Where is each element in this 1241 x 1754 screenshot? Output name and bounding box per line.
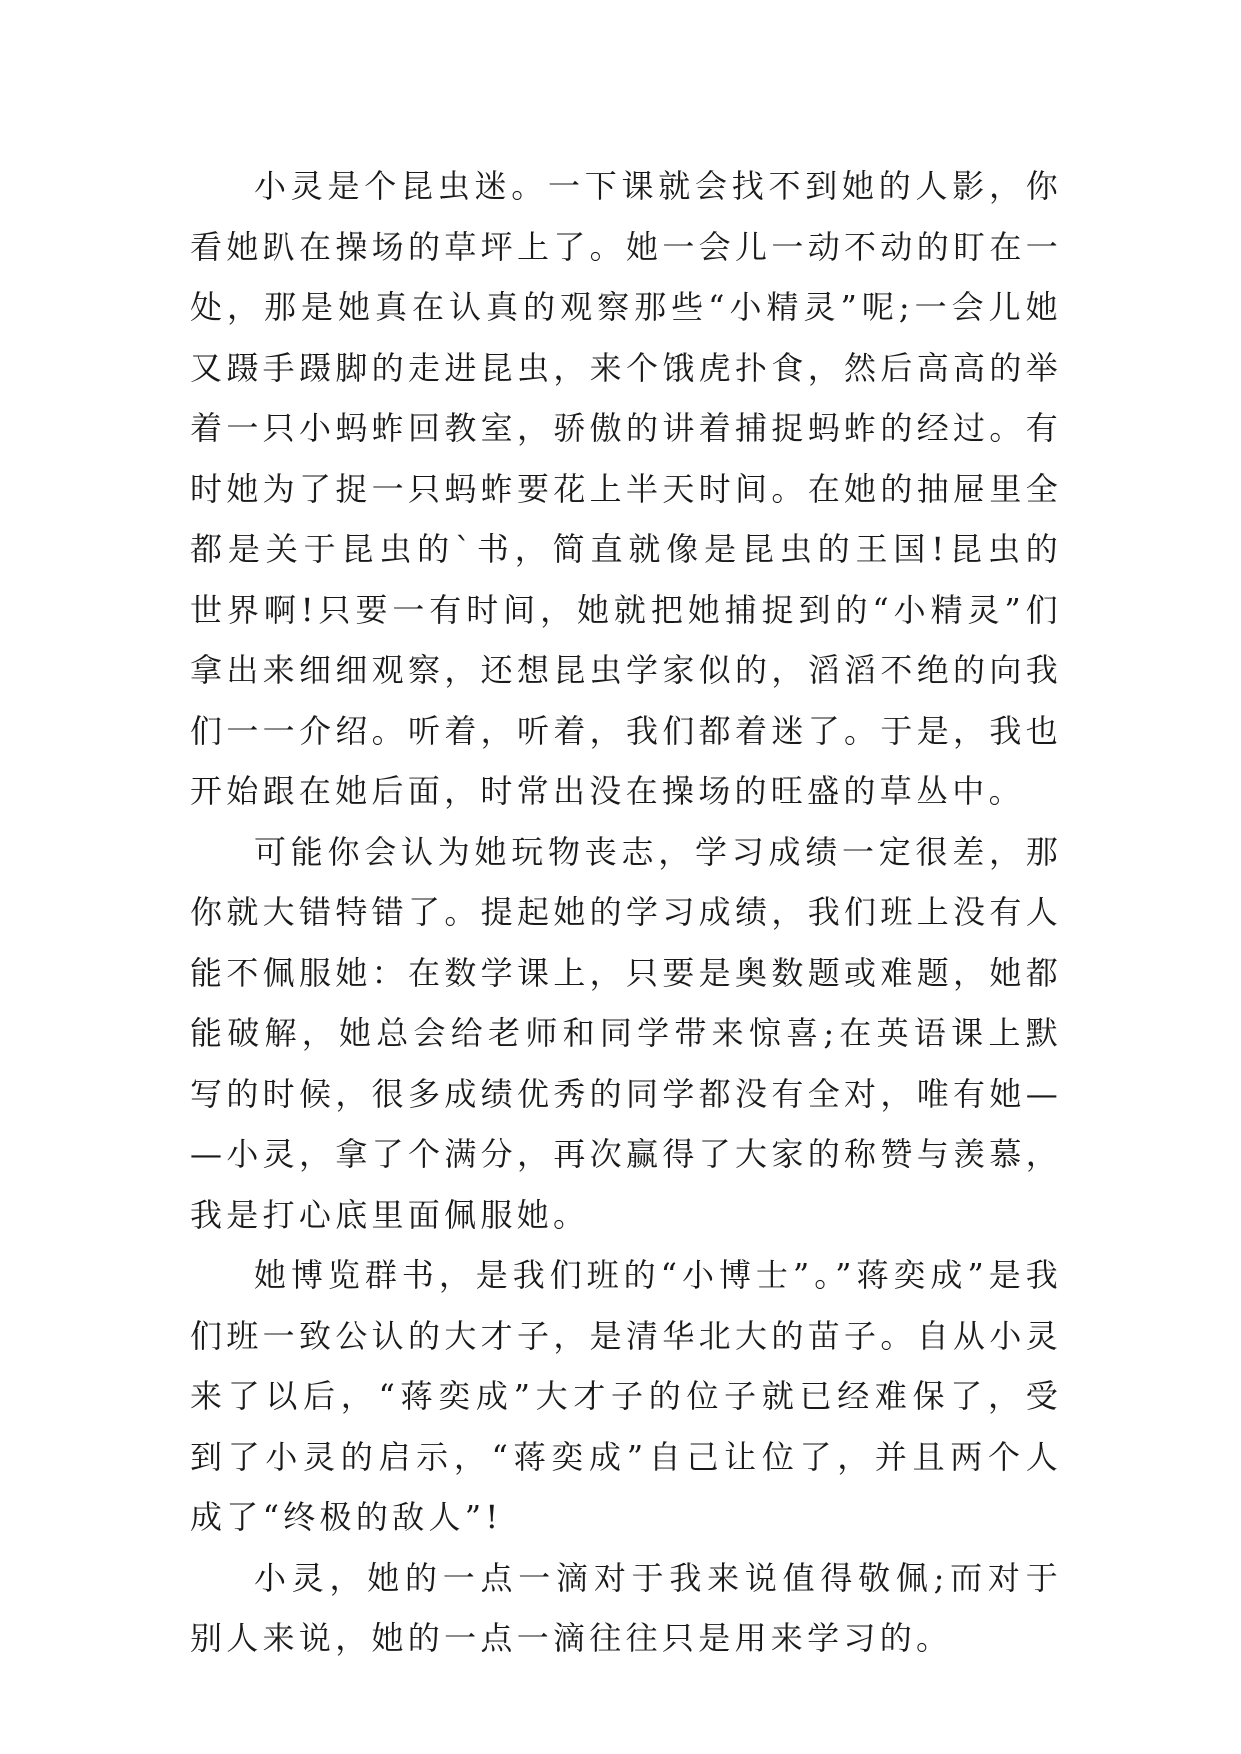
paragraph-2: 可能你会认为她玩物丧志，学习成绩一定很差，那你就大错特错了。提起她的学习成绩，我们班上没有人能不佩服她：在数学课上，只要是奥数题或难题，她都能破解，她总会给老师和同学带来惊喜;在英语课上默写的时候，很多成绩优秀的同学都没有全对，唯有她——小灵，拿了个满分，再次赢得了大家的称赞与羡慕，我是打心底里面佩服她。 (190, 832, 1062, 1234)
paragraph-1: 小灵是个昆虫迷。一下课就会找不到她的人影，你看她趴在操场的草坪上了。她一会儿一动不动的盯在一处，那是她真在认真的观察那些“小精灵”呢;一会儿她又蹑手蹑脚的走进昆虫，来个饿虎扑食，然后高高的举着一只小蚂蚱回教室，骄傲的讲着捕捉蚂蚱的经过。有时她为了捉一只蚂蚱要花上半天时间。在她的抽屉里全都是关于昆虫的`书，简直就像是昆虫的王国!昆虫的世界啊!只要一有时间，她就把她捕捉到的“小精灵”们拿出来细细观察，还想昆虫学家似的，滔滔不绝的向我们一一介绍。听着，听着，我们都着迷了。于是，我也开始跟在她后面，时常出没在操场的旺盛的草丛中。 (190, 167, 1062, 810)
body-text (190, 156, 1062, 1669)
paragraph-4: 小灵，她的一点一滴对于我来说值得敬佩;而对于别人来说，她的一点一滴往往只是用来学习的。 (190, 1558, 1062, 1657)
paragraph-3: 她博览群书，是我们班的“小博士”。”蒋奕成”是我们班一致公认的大才子，是清华北大的苗子。自从小灵来了以后，“蒋奕成”大才子的位子就已经难保了，受到了小灵的启示，“蒋奕成”自己让位了，并且两个人成了“终极的敌人”! (190, 1256, 1062, 1536)
